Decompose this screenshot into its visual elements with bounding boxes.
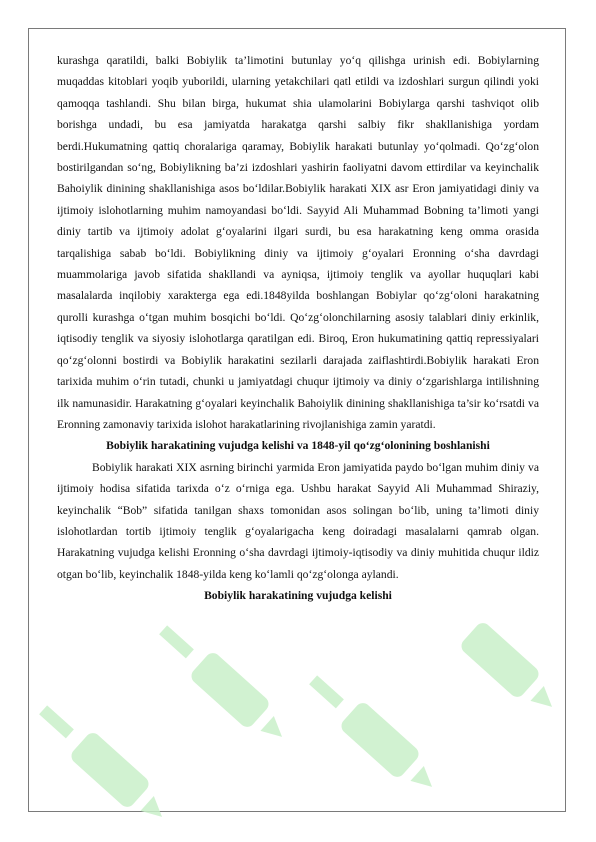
paragraph-2: Bobiylik harakati XIX asrning birinchi yarmida Eron jamiyatida paydo bo‘lgan muhim diniy va ijtimoiy hodisa sifatida tarixda o‘z o‘rniga ega. Ushbu harakat Sayyid Ali Muhammad Shiraziy, keyinchalik “Bob” sifatida tanilgan shaxs tomonidan asos solingan bo‘lib, uning ta’limoti diniy islohotlardan tortib ijtimoiy tenglik g‘oyalarigacha keng doiradagi masalalarni qamrab olgan. Harakatning vujudga kelishi Eronning o‘sha davrdagi ijtimoiy-iqtisodiy va diniy muhitida chuqur ildiz otgan bo‘lib, keyinchalik 1848-yilda keng ko‘lamli qo‘zg‘olonga aylandi. xyxy=(57,460,539,581)
paragraph-1: kurashga qaratildi, balki Bobiylik ta’limotini butunlay yo‘q qilishga urinish edi. Bobiylarning muqaddas kitoblari yoqib yuborildi, ularning yetakchilari qatl etildi va izdoshlari surgun qilindi yoki qamoqqa tashlandi. Shu bilan birga, hukumat shia ulamolarini Bobiylarga qarshi tashviqot olib borishga undadi, bu esa jamiyatda harakatga qarshi salbiy fikr shakllanishiga yordam berdi.Hukumatning qattiq choralariga qaramay, Bobiylik harakati butunlay yo‘qolmadi. Qo‘zg‘olon bostirilgandan so‘ng, Bobiylikning ba’zi izdoshlari yashirin faoliyatni davom ettirdilar va keyinchalik Bahoiylik dinining shakllanishiga asos bo‘ldilar.Bobiylik harakati XIX asr Eron jamiyatidagi diniy va ijtimoiy islohotlarning muhim namoyandasi bo‘ldi. Sayyid Ali Muhammad Bobning ta’limoti yangi diniy tartib va ijtimoiy adolat g‘oyalarini ilgari surdi, bu esa harakatning keng omma orasida tarqalishiga sabab bo‘ldi. Bobiylikning diniy va ijtimoiy g‘oyalari Eronning o‘sha davrdagi muammolariga javob sifatida shakllandi va ayniqsa, ijtimoiy tenglik va ayollar huquqlari kabi masalalarda inqilobiy xarakterga ega edi.1848yilda boshlangan Bobiylar qo‘zg‘oloni harakatning qurolli kurashga o‘tgan muhim bosqichi bo‘ldi. Qo‘zg‘olonchilarning asosiy talablari diniy erkinlik, iqtisodiy tenglik va siyosiy islohotlarga qaratilgan edi. Biroq, Eron hukumatining qattiq repressiyalari qo‘zg‘olonni bostirdi va Bobiylik harakatini sezilarli darajada zaiflashtirdi.Bobiylik harakati Eron tarixida muhim o‘rin tutadi, chunki u jamiyatdagi chuqur ijtimoiy va diniy o‘zgarishlarga intilishning ilk namunasidir. Harakatning g‘oyalari keyinchalik Bahoiylik dinining shakllanishiga ta’sir ko‘rsatdi va Eronning zamonaviy tarixida islohot harakatlarining rivojlanishiga zamin yaratdi. xyxy=(57,54,539,431)
subsection-heading: Bobiylik harakatining vujudga kelishi xyxy=(204,589,392,603)
section-heading: Bobiylik harakatining vujudga kelishi va 1848-yil qo‘zg‘olonining boshlanishi xyxy=(106,439,490,453)
document-body xyxy=(57,50,539,607)
